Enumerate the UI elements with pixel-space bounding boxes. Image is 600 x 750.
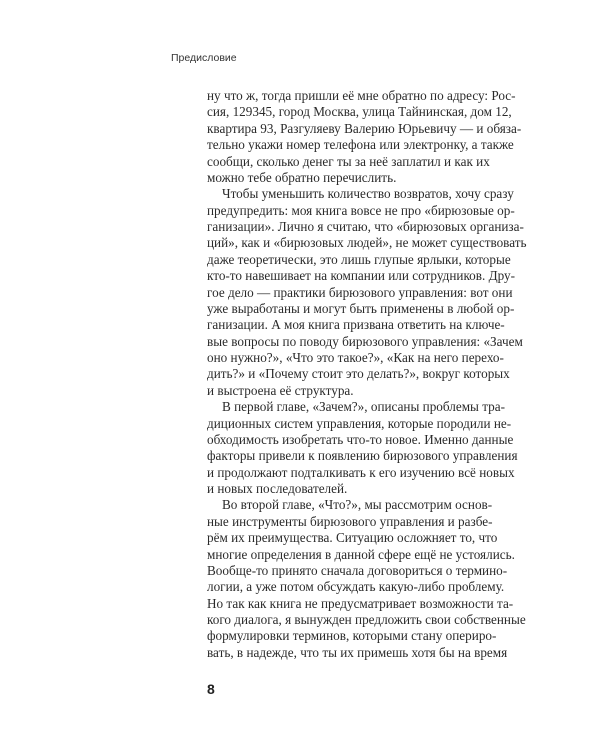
text-line: Чтобы уменьшить количество возвратов, хочу сразу	[222, 186, 514, 202]
text-line: и продолжают подталкивать к его изучению всё новых	[207, 464, 515, 480]
text-line: дить?» и «Почему стоит это делать?», вокруг которых	[207, 366, 510, 382]
text-line: многие определения в данной сфере ещё не устоялись.	[207, 546, 515, 562]
text-line: Во второй главе, «Что?», мы рассмотрим основ-	[222, 497, 493, 513]
text-line: ганизации. А моя книга призвана ответить на ключе-	[207, 317, 505, 333]
body-text	[207, 88, 527, 661]
paragraph	[207, 399, 518, 497]
text-line: диционных систем управления, которые породили не-	[207, 415, 512, 431]
text-line: тельно укажи номер телефона или электронку, а также	[207, 137, 514, 153]
page-number: 8	[207, 681, 215, 697]
text-line: ные инструменты бирюзового управления и разбе-	[207, 513, 493, 529]
text-line: вые вопросы по поводу бирюзового управления: «Зачем	[207, 333, 523, 349]
text-line: и новых последователей.	[207, 481, 348, 496]
text-line: предупредить: моя книга вовсе не про «бирюзовые ор-	[207, 202, 515, 218]
text-line: можно тебе обратно перечислить.	[207, 169, 397, 185]
text-line: формулировки терминов, которыми стану опериро-	[207, 628, 497, 644]
text-line: рём их преимущества. Ситуацию осложняет то, что	[207, 530, 498, 546]
text-line: факторы привели к появлению бирюзового управления	[207, 448, 518, 464]
text-line: В первой главе, «Зачем?», описаны проблемы тра-	[222, 399, 505, 415]
text-line: ганизации». Лично я считаю, что «бирюзовых организа-	[207, 219, 524, 234]
text-line: квартира 93, Разгуляеву Валерию Юрьевичу — и обяза-	[207, 120, 522, 136]
text-line: обходимость изобретать что-то новое. Именно данные	[207, 431, 514, 447]
paragraph	[207, 497, 526, 661]
text-line: даже теоретически, это лишь глупые ярлыки, которые	[207, 251, 511, 267]
text-line: кто-то навешивает на компании или сотрудников. Дру-	[207, 268, 515, 284]
text-line: вать, в надежде, что ты их примешь хотя бы на время	[207, 644, 508, 660]
text-line: гое дело — практики бирюзового управления: вот они	[207, 284, 513, 300]
text-line: сообщи, сколько денег ты за неё заплатил и как их	[207, 153, 490, 169]
text-line: уже выработаны и могут быть применены в любой ор-	[207, 300, 515, 316]
text-line: логии, а уже потом обсуждать какую-либо проблему.	[207, 579, 505, 595]
text-line: ну что ж, тогда пришли её мне обратно по адресу: Рос-	[207, 88, 516, 103]
running-head: Предисловие	[171, 52, 237, 64]
text-line: и выстроена её структура.	[207, 382, 354, 398]
paragraph	[207, 186, 527, 399]
text-line: кого диалога, я вынужден предложить свои собственные	[207, 612, 526, 627]
text-line: ций», как и «бирюзовых людей», не может существовать	[207, 235, 527, 251]
text-line: Но так как книга не предусматривает возможности та-	[207, 595, 514, 611]
paragraph	[207, 88, 522, 186]
text-line: Вообще-то принято сначала договориться о термино-	[207, 562, 508, 578]
text-line: оно нужно?», «Что это такое?», «Как на него перехо-	[207, 350, 504, 365]
text-line: сия, 129345, город Москва, улица Тайнинская, дом 12,	[207, 104, 512, 120]
